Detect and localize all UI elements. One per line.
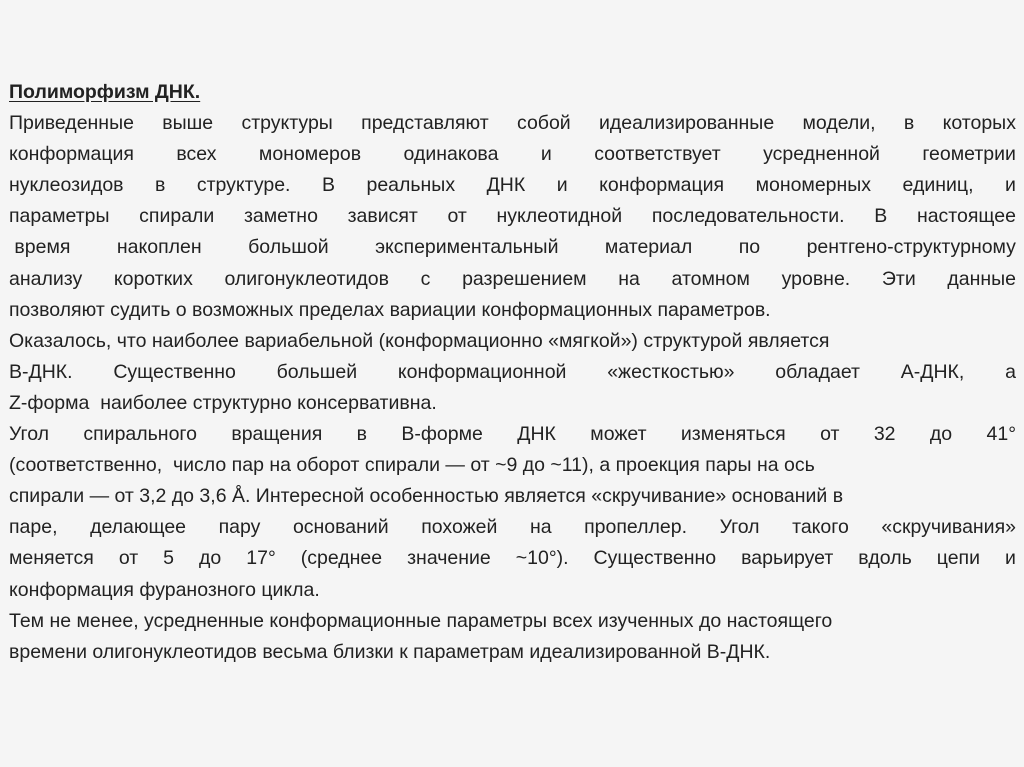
text-line: Угол спирального вращения в B-форме ДНК может изменяться от 32 до 41° bbox=[9, 423, 1016, 446]
paragraph bbox=[9, 606, 1016, 668]
text-line: анализу коротких олигонуклеотидов с разрешением на атомном уровне. Эти данные bbox=[9, 267, 1016, 290]
paragraph bbox=[9, 419, 1016, 606]
text-line: конформация всех мономеров одинакова и соответствует усредненной геометрии bbox=[9, 143, 1016, 166]
text-line: позволяют судить о возможных пределах вариации конформационных параметров. bbox=[9, 298, 771, 321]
text-line: паре, делающее пару оснований похожей на пропеллер. Угол такого «скручивания» bbox=[9, 516, 1016, 539]
page-title: Полиморфизм ДНК. bbox=[9, 81, 201, 103]
text-line: конформация фуранозного цикла. bbox=[9, 578, 320, 601]
paragraph bbox=[9, 326, 1016, 419]
text-line: Оказалось, что наиболее вариабельной (конформационно «мягкой») структурой является bbox=[9, 329, 830, 352]
text-line: Тем не менее, усредненные конформационные параметры всех изученных до настоящего bbox=[9, 609, 833, 632]
text-line: времени олигонуклеотидов весьма близки к параметрам идеализированной B-ДНК. bbox=[9, 640, 771, 663]
text-line: Приведенные выше структуры представляют собой идеализированные модели, в которых bbox=[9, 112, 1016, 135]
paragraph bbox=[9, 108, 1016, 326]
text-line: спирали — от 3,2 до 3,6 Å. Интересной особенностью является «скручивание» оснований в bbox=[9, 485, 844, 508]
text-line: нуклеозидов в структуре. В реальных ДНК и конформация мономерных единиц, и bbox=[9, 174, 1016, 197]
text-line: Z-форма наиболее структурно консервативна. bbox=[9, 391, 437, 414]
text-block bbox=[9, 77, 1016, 668]
text-line: время накоплен большой экспериментальный материал по рентгено-структурному bbox=[9, 236, 1016, 259]
text-line: параметры спирали заметно зависят от нуклеотидной последовательности. В настоящее bbox=[9, 205, 1016, 228]
text-line: (соответственно, число пар на оборот спирали — от ~9 до ~11), а проекция пары на ось bbox=[9, 454, 815, 477]
text-line: B-ДНК. Существенно большей конформационной «жесткостью» обладает A-ДНК, а bbox=[9, 360, 1016, 383]
text-line: меняется от 5 до 17° (среднее значение ~10°). Существенно варьирует вдоль цепи и bbox=[9, 547, 1016, 570]
body-text bbox=[9, 108, 1016, 668]
